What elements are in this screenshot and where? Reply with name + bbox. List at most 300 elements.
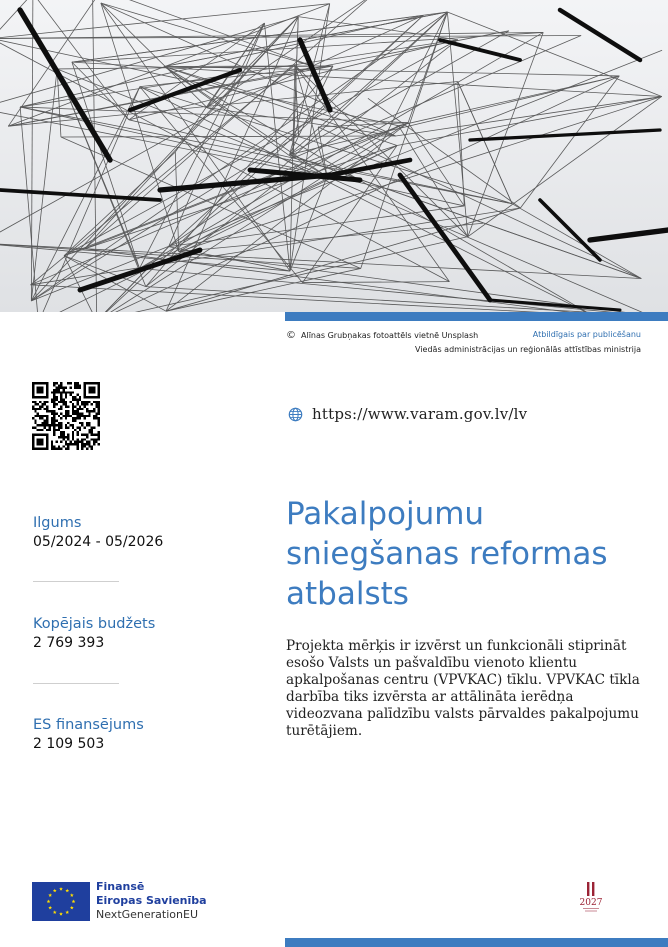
qr-module [51,401,53,403]
qr-module [81,401,83,403]
qr-module [70,401,72,403]
qr-module [44,401,46,403]
qr-module [98,410,100,412]
qr-module [53,389,55,391]
qr-module [77,431,79,433]
qr-module [60,396,62,398]
qr-module [65,436,67,438]
qr-module [37,429,39,431]
qr-module [60,384,62,386]
qr-module [79,415,81,417]
divider [33,683,119,684]
responsible-label: Atbildīgais par publicēšanu [532,330,641,339]
qr-module [67,412,69,414]
qr-module [37,438,44,445]
qr-module [62,436,64,438]
qr-module [65,391,67,393]
qr-module [55,398,57,400]
qr-module [51,445,53,447]
qr-module [74,429,76,431]
qr-module [55,429,57,431]
divider [33,581,119,582]
qr-module [88,441,90,443]
qr-module [62,415,64,417]
qr-module [74,384,76,386]
qr-module [74,441,76,443]
qr-module [39,408,41,410]
qr-module [84,417,86,419]
qr-module [51,448,53,450]
qr-module [37,408,39,410]
qr-module [79,408,81,410]
qr-module [41,417,43,419]
qr-module [88,429,90,431]
presidency-year: 2027 [579,898,603,908]
qr-module [60,401,62,403]
qr-module [79,429,81,431]
qr-module [60,448,62,450]
qr-module [60,394,62,396]
qr-module [98,408,100,410]
qr-module [44,424,46,426]
stat-eu-funding [33,717,144,752]
qr-module [98,417,100,419]
eu-next-generation: NextGenerationEU [96,908,198,921]
qr-module [93,427,95,429]
qr-module [74,396,76,398]
qr-module [91,438,93,440]
qr-module [79,441,81,443]
qr-module [65,443,67,445]
qr-module [77,415,79,417]
qr-module [62,403,64,405]
qr-module [62,431,64,433]
qr-module [41,415,43,417]
qr-module [55,420,57,422]
qr-module [41,424,43,426]
qr-module [84,401,86,403]
qr-module [77,408,79,410]
qr-module [60,441,62,443]
qr-module [93,438,95,440]
responsible-organization: Viedās administrācijas un reģionālās attīstības ministrija [415,345,641,354]
qr-module [95,438,97,440]
qr-module [72,420,74,422]
qr-module [74,398,76,400]
qr-module [46,401,48,403]
qr-module [86,448,88,450]
qr-module [72,431,74,433]
hero-image [0,0,668,312]
qr-module [53,382,55,384]
qr-module [65,387,67,389]
qr-module [84,427,86,429]
qr-module [74,382,76,384]
qr-module [93,443,95,445]
qr-module [84,434,86,436]
photo-credit-text: Alīnas Grubņakas fotoattēls vietnē Unsplash [301,331,479,340]
qr-module [70,394,72,396]
qr-module [60,436,62,438]
qr-module [84,443,86,445]
qr-module [79,396,81,398]
qr-module [70,443,72,445]
qr-module [48,429,50,431]
qr-module [34,415,36,417]
qr-module [65,441,67,443]
stat-total-budget-label: Kopējais budžets [33,616,156,632]
qr-module [81,408,83,410]
qr-module [86,410,88,412]
qr-module [79,405,81,407]
qr-module [77,438,79,440]
qr-module [60,431,62,433]
qr-module [41,422,43,424]
qr-module [98,422,100,424]
qr-module [77,382,79,384]
qr-module [53,396,55,398]
qr-module [95,417,97,419]
accent-bar-top [285,312,668,321]
qr-module [98,405,100,407]
qr-module [67,434,69,436]
qr-module [46,405,48,407]
qr-module [32,427,34,429]
qr-module [72,417,74,419]
qr-module [88,415,90,417]
qr-module [72,410,74,412]
qr-module [91,429,93,431]
qr-module [37,403,39,405]
qr-module [53,448,55,450]
qr-module [44,427,46,429]
qr-module [86,434,88,436]
qr-code [32,382,100,450]
qr-module [95,401,97,403]
qr-module [93,415,95,417]
qr-module [77,394,79,396]
stat-duration [33,515,163,550]
qr-module [72,408,74,410]
stat-total-budget-value: 2 769 393 [33,635,105,651]
photo-credit [286,330,478,341]
qr-module [93,408,95,410]
qr-module [48,427,50,429]
qr-module [91,403,93,405]
website-row[interactable] [288,405,527,423]
qr-module [46,417,48,419]
qr-module [39,405,41,407]
qr-module [60,427,62,429]
qr-module [60,398,62,400]
qr-module [98,412,100,414]
qr-module [58,422,60,424]
qr-module [58,387,60,389]
qr-module [98,434,100,436]
qr-module [55,448,57,450]
eu-union-name: Eiropas Savienība [96,894,207,907]
qr-module [67,382,69,384]
qr-module [34,422,36,424]
qr-module [67,427,69,429]
qr-module [67,438,69,440]
qr-module [37,424,39,426]
qr-module [79,422,81,424]
qr-module [98,436,100,438]
qr-module [62,398,64,400]
qr-module [81,424,83,426]
qr-module [60,408,62,410]
qr-module [72,398,74,400]
qr-module [53,424,55,426]
qr-module [91,445,93,447]
qr-module [41,405,43,407]
stat-eu-funding-label: ES finansējums [33,717,144,733]
qr-module [72,405,74,407]
qr-module [74,420,76,422]
qr-module [55,403,57,405]
qr-module [37,412,39,414]
qr-module [81,403,83,405]
qr-module [53,401,55,403]
qr-module [77,398,79,400]
qr-module [77,384,79,386]
qr-module [72,403,74,405]
qr-module [60,382,62,384]
qr-module [86,441,88,443]
qr-module [60,422,62,424]
qr-module [77,412,79,414]
qr-module [55,441,57,443]
qr-module [41,429,43,431]
qr-module [53,415,55,417]
qr-module [67,448,69,450]
qr-module [34,410,36,412]
qr-module [67,391,69,393]
qr-module [86,436,88,438]
qr-module [62,438,64,440]
qr-module [88,443,90,445]
qr-module [53,394,55,396]
qr-module [72,436,74,438]
qr-module [55,396,57,398]
qr-module [81,412,83,414]
qr-module [88,387,95,394]
qr-module [95,403,97,405]
qr-module [67,443,69,445]
qr-module [84,405,86,407]
qr-module [95,405,97,407]
qr-module [53,434,55,436]
qr-module [44,403,46,405]
qr-module [58,429,60,431]
website-url[interactable]: https://www.varam.gov.lv/lv [312,405,528,423]
qr-module [58,448,60,450]
qr-module [62,391,64,393]
qr-module [74,443,76,445]
qr-module [53,417,55,419]
qr-module [46,429,48,431]
qr-module [67,436,69,438]
qr-module [72,424,74,426]
qr-module [53,384,55,386]
qr-module [37,387,44,394]
qr-module [86,408,88,410]
qr-module [88,445,90,447]
qr-module [48,424,50,426]
qr-module [65,394,67,396]
qr-module [86,443,88,445]
qr-module [72,443,74,445]
qr-module [44,420,46,422]
qr-module [77,401,79,403]
qr-module [46,410,48,412]
qr-module [70,382,72,384]
qr-module [65,415,67,417]
project-description: Projekta mērķis ir izvērst un funkcionāli stiprināt esošo Valsts un pašvaldību vienoto klientu apkalpošanas centru (VPVKAC) tīklu. VPVKAC tīkla darbība tiks izvērsta ar attālināta ierēdņa videozvana palīdzību valsts pārvaldes pakalpojumu turētājiem. [286,638,640,739]
qr-module [53,445,55,447]
qr-module [32,401,34,403]
qr-module [39,415,41,417]
qr-module [70,415,72,417]
presidency-logo [576,881,606,913]
qr-module [79,427,81,429]
qr-module [86,422,88,424]
qr-module [79,387,81,389]
qr-module [34,408,36,410]
qr-module [41,403,43,405]
qr-module [88,410,90,412]
qr-module [77,441,79,443]
qr-module [98,424,100,426]
qr-module [74,405,76,407]
qr-module [91,431,93,433]
qr-module [95,441,97,443]
qr-module [81,438,83,440]
qr-module [98,438,100,440]
qr-module [51,422,53,424]
qr-module [60,412,62,414]
qr-module [53,403,55,405]
qr-module [81,415,83,417]
stat-duration-label: Ilgums [33,515,82,531]
qr-module [72,434,74,436]
qr-module [46,424,48,426]
qr-module [53,420,55,422]
qr-module [51,417,53,419]
network-lines-illustration [0,0,668,312]
qr-module [58,436,60,438]
qr-module [79,412,81,414]
qr-module [53,429,55,431]
qr-module [58,389,60,391]
qr-module [77,443,79,445]
qr-module [65,448,67,450]
qr-module [55,424,57,426]
qr-module [72,438,74,440]
qr-module [86,415,88,417]
qr-module [60,391,62,393]
qr-module [70,424,72,426]
qr-module [60,417,62,419]
qr-module [72,396,74,398]
qr-module [65,405,67,407]
qr-module [62,387,64,389]
qr-module [95,434,97,436]
qr-module [34,420,36,422]
qr-module [34,401,36,403]
qr-module [77,403,79,405]
qr-module [81,422,83,424]
qr-module [79,384,81,386]
qr-module [39,424,41,426]
qr-module [53,398,55,400]
qr-module [74,387,76,389]
qr-module [77,417,79,419]
qr-module [81,441,83,443]
qr-module [60,405,62,407]
qr-module [81,443,83,445]
qr-module [81,434,83,436]
qr-module [88,401,90,403]
qr-module [51,443,53,445]
qr-module [74,417,76,419]
qr-module [62,434,64,436]
qr-module [51,412,53,414]
qr-module [98,443,100,445]
qr-module [93,434,95,436]
qr-module [93,441,95,443]
eu-flag-logo [32,882,90,921]
qr-module [53,410,55,412]
network-thin-line [164,66,333,67]
qr-module [60,387,62,389]
qr-module [93,417,95,419]
qr-module [55,382,57,384]
qr-module [84,403,86,405]
qr-module [74,412,76,414]
qr-module [67,415,69,417]
qr-module [91,427,93,429]
qr-module [44,408,46,410]
qr-module [39,401,41,403]
qr-module [44,422,46,424]
qr-module [32,405,34,407]
qr-module [58,427,60,429]
qr-module [51,410,53,412]
qr-module [58,401,60,403]
eu-funded-by: Finansē [96,880,145,893]
qr-module [86,403,88,405]
qr-module [46,415,48,417]
copyright-icon: © [286,330,296,341]
qr-module [65,412,67,414]
qr-module [67,445,69,447]
qr-module [93,410,95,412]
qr-module [72,391,74,393]
qr-module [81,445,83,447]
qr-module [91,448,93,450]
qr-module [98,420,100,422]
qr-module [53,405,55,407]
qr-module [34,403,36,405]
qr-module [84,415,86,417]
qr-module [70,391,72,393]
qr-module [62,445,64,447]
qr-module [91,410,93,412]
qr-module [84,438,86,440]
qr-module [34,427,36,429]
